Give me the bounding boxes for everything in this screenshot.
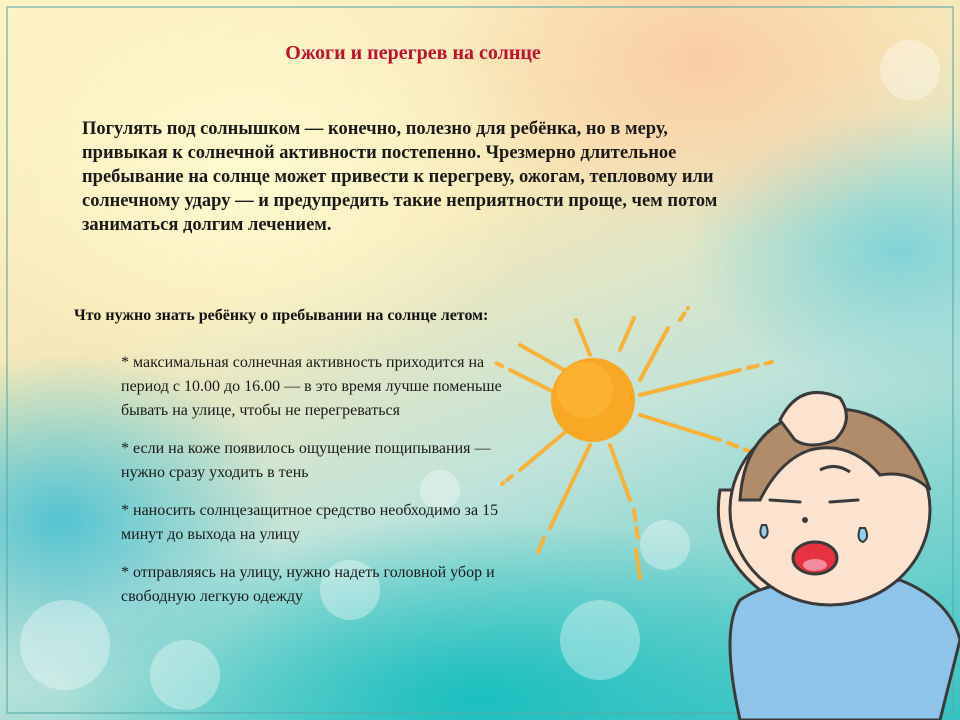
tips-list [121,351,513,623]
bokeh-light [880,40,940,100]
tip-item: * наносить солнцезащитное средство необходимо за 15 минут до выхода на улицу [121,502,499,543]
intro-paragraph: Погулять под солнышком — конечно, полезно для ребёнка, но в меру, привыкая к солнечной активности постепенно. Чрезмерно длительное пребывание на солнце может привести к перегреву, ожогам, тепловому или солнечному удару — и предупредить такие неприятности проще, чем потом заниматься долгим лечением. [82,119,718,235]
bokeh-light [20,600,110,690]
bokeh-light [560,600,640,680]
bokeh-light [150,640,220,710]
slide-title: Ожоги и перегрев на солнце [285,42,541,64]
tip-item: * отправляясь на улицу, нужно надеть головной убор и свободную легкую одежду [121,564,495,605]
tips-heading: Что нужно знать ребёнку о пребывании на солнце летом: [74,307,489,324]
overheated-boy-icon [700,380,960,720]
tip-item: * если на коже появилось ощущение пощипывания — нужно сразу уходить в тень [121,440,491,481]
tip-item: * максимальная солнечная активность приходится на период с 10.00 до 16.00 — в это время лучше поменьше бывать на улице, чтобы не перегреваться [121,354,502,419]
